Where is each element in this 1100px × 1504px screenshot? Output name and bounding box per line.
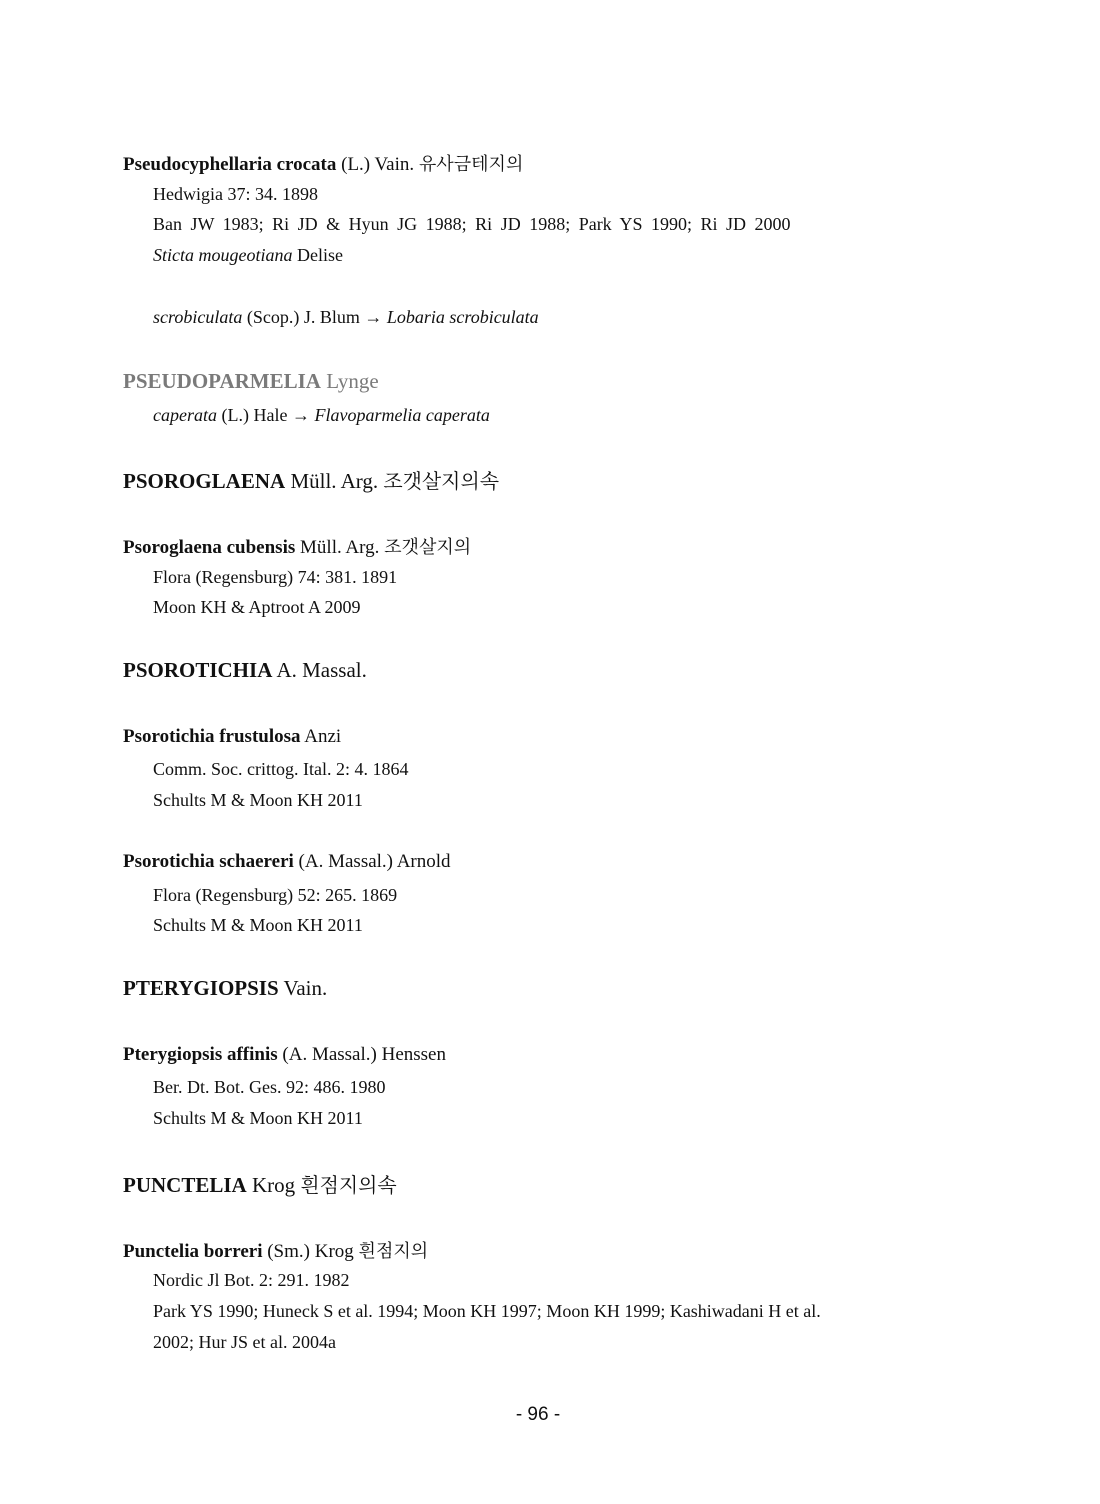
species-heading: [123, 851, 451, 873]
cross-reference-target: Lobaria scrobiculata: [386, 307, 539, 327]
genus-heading: [123, 976, 327, 1001]
cross-reference-name: caperata: [153, 405, 217, 425]
species-name: Pseudocyphellaria crocata: [123, 154, 337, 175]
species-heading: [123, 1237, 428, 1263]
genus-heading: [123, 1169, 397, 1198]
species-heading: [123, 726, 341, 748]
genus-author: Vain.: [283, 976, 328, 1000]
publication: Ber. Dt. Bot. Ges. 92: 486. 1980: [153, 1077, 386, 1097]
references: Schults M & Moon KH 2011: [153, 915, 363, 935]
publication: Comm. Soc. crittog. Ital. 2: 4. 1864: [153, 759, 409, 779]
cross-reference-author: (L.) Hale: [221, 405, 288, 425]
korean-name: 흰점지의: [358, 1241, 429, 1262]
korean-name: 조갯살지의속: [383, 469, 499, 493]
species-author: (Sm.) Krog: [267, 1241, 354, 1262]
korean-name: 흰점지의속: [300, 1173, 397, 1197]
species-author: Anzi: [304, 726, 342, 747]
publication: Flora (Regensburg) 52: 265. 1869: [153, 885, 398, 905]
references: Schults M & Moon KH 2011: [153, 1108, 363, 1128]
genus-heading: [123, 465, 499, 494]
synonym-author: Delise: [296, 245, 343, 265]
species-name: Pterygiopsis affinis: [123, 1044, 278, 1065]
cross-reference: [153, 405, 490, 426]
references: Schults M & Moon KH 2011: [153, 790, 363, 810]
cross-reference: [153, 307, 539, 328]
publication: Flora (Regensburg) 74: 381. 1891: [153, 567, 398, 587]
korean-name: 조갯살지의: [384, 537, 472, 558]
page-number: - 96 -: [515, 1404, 561, 1425]
korean-name: 유사금테지의: [418, 154, 524, 175]
genus-heading: [123, 369, 379, 394]
genus-author: Lynge: [326, 369, 379, 393]
arrow-icon: →: [364, 307, 383, 327]
species-name: Punctelia borreri: [123, 1241, 263, 1262]
genus-author: Müll. Arg.: [290, 469, 379, 493]
genus-name: PSOROTICHIA: [123, 658, 273, 682]
species-heading: [123, 1044, 446, 1066]
species-heading: [123, 533, 471, 559]
synonym: [153, 245, 343, 266]
genus-name: PSOROGLAENA: [123, 469, 286, 493]
genus-author: A. Massal.: [276, 658, 367, 682]
publication: Hedwigia 37: 34. 1898: [153, 184, 318, 204]
cross-reference-author: (Scop.) J. Blum: [246, 307, 360, 327]
cross-reference-target: Flavoparmelia caperata: [314, 405, 490, 425]
species-name: Psoroglaena cubensis: [123, 537, 296, 558]
species-author: (A. Massal.) Henssen: [282, 1044, 446, 1065]
genus-heading: [123, 658, 367, 683]
species-heading: [123, 150, 523, 176]
species-author: (A. Massal.) Arnold: [298, 851, 451, 872]
genus-author: Krog: [251, 1173, 296, 1197]
genus-name: PSEUDOPARMELIA: [123, 369, 321, 393]
synonym-name: Sticta mougeotiana: [153, 245, 293, 265]
references: Park YS 1990; Huneck S et al. 1994; Moon KH 1997; Moon KH 1999; Kashiwadani H et al.: [153, 1301, 821, 1321]
species-name: Psorotichia schaereri: [123, 851, 294, 872]
cross-reference-name: scrobiculata: [153, 307, 243, 327]
species-author: (L.) Vain.: [341, 154, 415, 175]
genus-name: PTERYGIOPSIS: [123, 976, 279, 1000]
references-continued: 2002; Hur JS et al. 2004a: [153, 1332, 336, 1352]
references: Moon KH & Aptroot A 2009: [153, 597, 361, 617]
publication: Nordic Jl Bot. 2: 291. 1982: [153, 1270, 350, 1290]
genus-name: PUNCTELIA: [123, 1173, 247, 1197]
species-name: Psorotichia frustulosa: [123, 726, 301, 747]
species-author: Müll. Arg.: [300, 537, 380, 558]
references: Ban JW 1983; Ri JD & Hyun JG 1988; Ri JD 1988; Park YS 1990; Ri JD 2000: [153, 214, 791, 234]
arrow-icon: →: [291, 405, 310, 425]
